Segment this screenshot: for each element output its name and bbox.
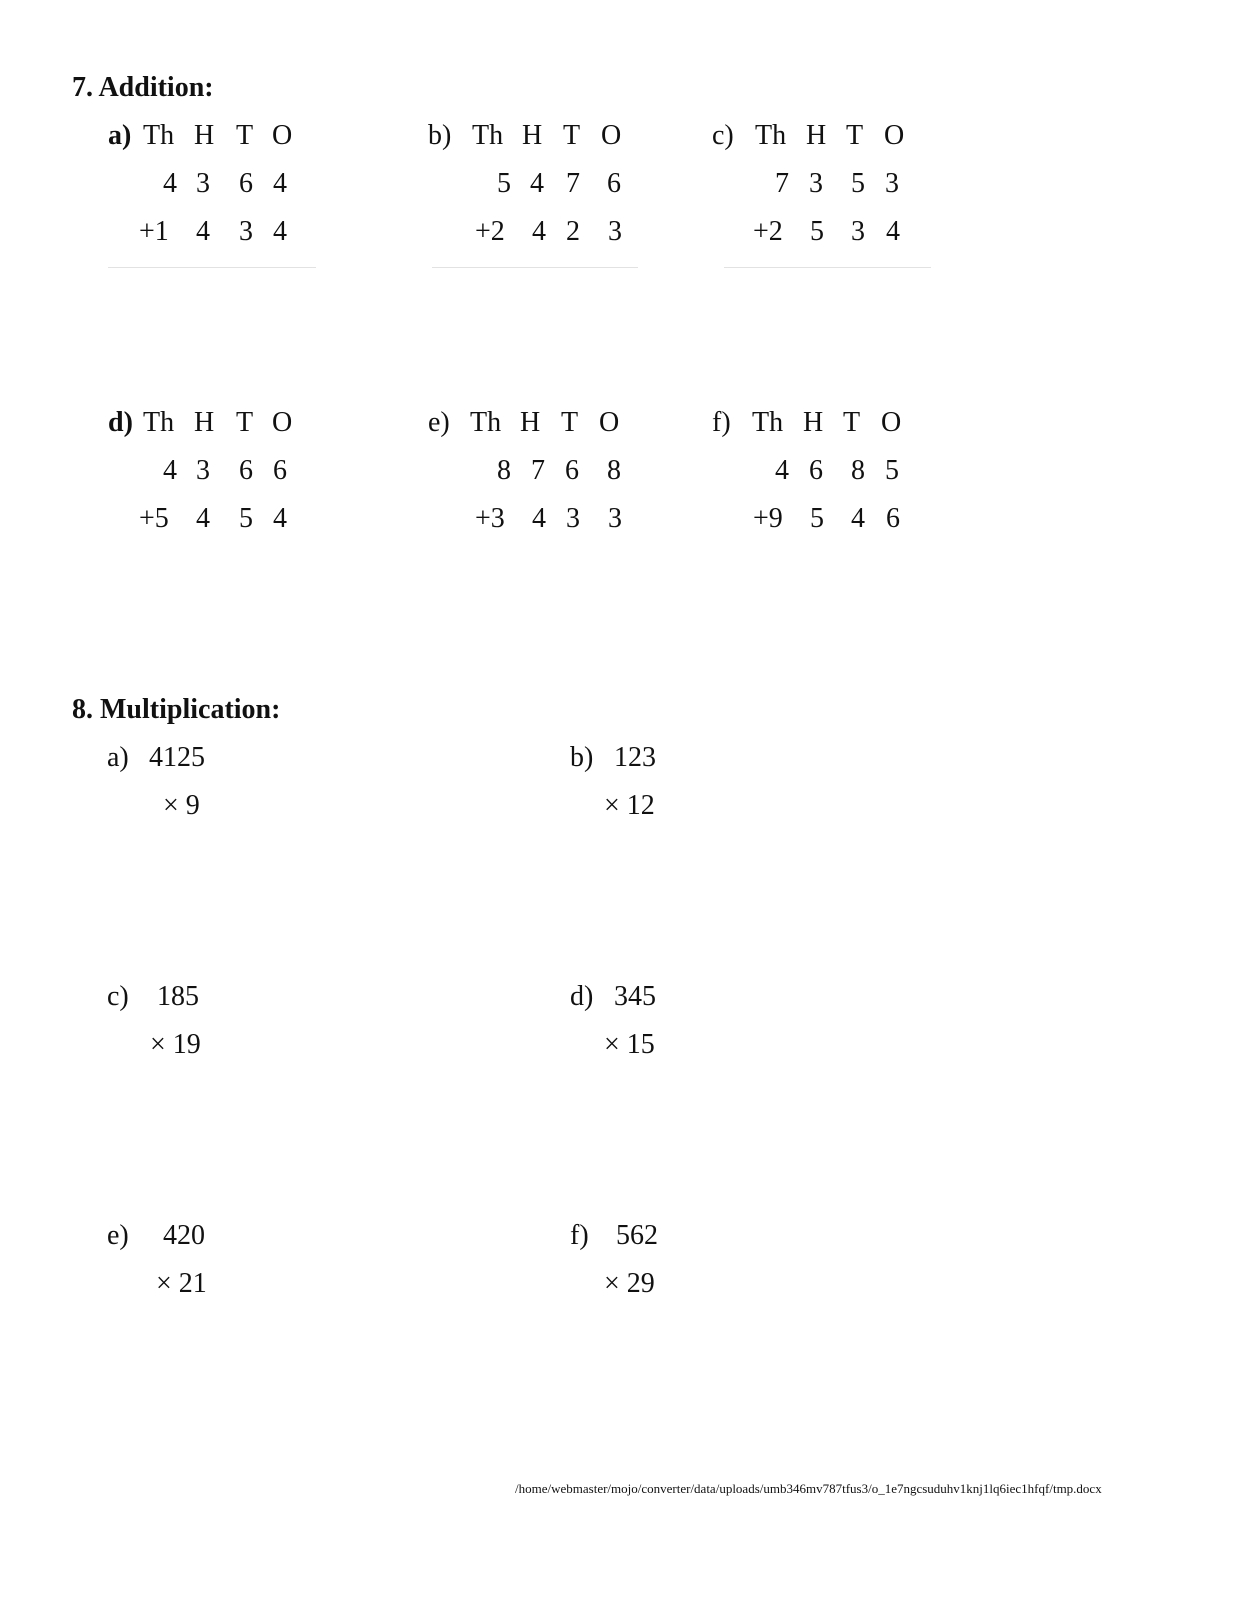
bottom-digit-ones: 3 [608, 503, 622, 534]
problem-label: b) [428, 120, 452, 151]
header-tens: T [843, 407, 861, 438]
header-thousands: Th [470, 407, 502, 438]
top-digit-ones: 3 [885, 168, 899, 199]
top-digit-tens: 6 [565, 455, 579, 486]
bottom-digit-hundreds: 5 [810, 503, 824, 534]
header-thousands: Th [143, 407, 175, 438]
problem-label: d) [570, 981, 594, 1012]
top-digit-thousands: 5 [497, 168, 511, 199]
header-thousands: Th [472, 120, 504, 151]
bottom-digit-ones: 4 [273, 503, 287, 534]
answer-line [724, 267, 931, 268]
problem-label: e) [107, 1220, 129, 1251]
bottom-digit-tens: 3 [239, 216, 253, 247]
header-thousands: Th [755, 120, 787, 151]
bottom-digit-thousands: +2 [753, 216, 783, 247]
bottom-digit-ones: 4 [273, 216, 287, 247]
header-tens: T [846, 120, 864, 151]
header-hundreds: H [803, 407, 824, 438]
multiplier: × 21 [156, 1268, 207, 1299]
top-digit-thousands: 4 [775, 455, 789, 486]
top-digit-ones: 6 [607, 168, 621, 199]
multiplicand: 123 [614, 742, 656, 773]
multiplicand: 420 [163, 1220, 205, 1251]
problem-label: e) [428, 407, 450, 438]
header-ones: O [272, 120, 293, 151]
bottom-digit-hundreds: 4 [196, 216, 210, 247]
multiplicand: 185 [157, 981, 199, 1012]
bottom-digit-thousands: +2 [475, 216, 505, 247]
header-ones: O [601, 120, 622, 151]
top-digit-hundreds: 7 [531, 455, 545, 486]
problem-label: c) [712, 120, 734, 151]
bottom-digit-tens: 5 [239, 503, 253, 534]
top-digit-ones: 6 [273, 455, 287, 486]
header-hundreds: H [194, 120, 215, 151]
top-digit-hundreds: 3 [196, 455, 210, 486]
bottom-digit-tens: 3 [566, 503, 580, 534]
multiplier: × 12 [604, 790, 655, 821]
top-digit-hundreds: 4 [530, 168, 544, 199]
top-digit-hundreds: 6 [809, 455, 823, 486]
header-hundreds: H [806, 120, 827, 151]
problem-label: b) [570, 742, 594, 773]
top-digit-ones: 5 [885, 455, 899, 486]
bottom-digit-ones: 4 [886, 216, 900, 247]
bottom-digit-ones: 6 [886, 503, 900, 534]
header-ones: O [599, 407, 620, 438]
header-ones: O [881, 407, 902, 438]
top-digit-hundreds: 3 [196, 168, 210, 199]
top-digit-thousands: 7 [775, 168, 789, 199]
answer-line [432, 267, 638, 268]
multiplicand: 345 [614, 981, 656, 1012]
top-digit-tens: 7 [566, 168, 580, 199]
multiplier: × 15 [604, 1029, 655, 1060]
bottom-digit-hundreds: 4 [532, 216, 546, 247]
header-hundreds: H [520, 407, 541, 438]
bottom-digit-hundreds: 4 [532, 503, 546, 534]
bottom-digit-thousands: +9 [753, 503, 783, 534]
bottom-digit-thousands: +1 [139, 216, 169, 247]
top-digit-thousands: 8 [497, 455, 511, 486]
bottom-digit-tens: 2 [566, 216, 580, 247]
header-hundreds: H [522, 120, 543, 151]
multiplier: × 19 [150, 1029, 201, 1060]
top-digit-ones: 8 [607, 455, 621, 486]
answer-line [108, 267, 316, 268]
top-digit-thousands: 4 [163, 455, 177, 486]
problem-label: d) [108, 407, 133, 438]
problem-label: f) [712, 407, 731, 438]
multiplicand: 4125 [149, 742, 205, 773]
multiplier: × 29 [604, 1268, 655, 1299]
bottom-digit-tens: 4 [851, 503, 865, 534]
problem-label: a) [107, 742, 129, 773]
header-tens: T [561, 407, 579, 438]
problem-label: a) [108, 120, 132, 151]
header-tens: T [236, 407, 254, 438]
problem-label: c) [107, 981, 129, 1012]
header-ones: O [272, 407, 293, 438]
header-tens: T [563, 120, 581, 151]
top-digit-tens: 6 [239, 455, 253, 486]
header-ones: O [884, 120, 905, 151]
multiplication-heading: 8. Multiplication: [72, 694, 281, 725]
footer-file-path: /home/webmaster/mojo/converter/data/uploads/umb346mv787tfus3/o_1e7ngcsuduhv1knj1lq6iec1hfqf/tmp.docx [515, 1481, 1102, 1496]
header-tens: T [236, 120, 254, 151]
top-digit-ones: 4 [273, 168, 287, 199]
bottom-digit-tens: 3 [851, 216, 865, 247]
header-thousands: Th [143, 120, 175, 151]
multiplicand: 562 [616, 1220, 658, 1251]
bottom-digit-ones: 3 [608, 216, 622, 247]
multiplier: × 9 [163, 790, 200, 821]
header-thousands: Th [752, 407, 784, 438]
top-digit-tens: 6 [239, 168, 253, 199]
top-digit-hundreds: 3 [809, 168, 823, 199]
header-hundreds: H [194, 407, 215, 438]
top-digit-tens: 8 [851, 455, 865, 486]
bottom-digit-thousands: +5 [139, 503, 169, 534]
bottom-digit-thousands: +3 [475, 503, 505, 534]
addition-heading: 7. Addition: [72, 72, 214, 103]
bottom-digit-hundreds: 5 [810, 216, 824, 247]
problem-label: f) [570, 1220, 589, 1251]
top-digit-thousands: 4 [163, 168, 177, 199]
top-digit-tens: 5 [851, 168, 865, 199]
bottom-digit-hundreds: 4 [196, 503, 210, 534]
